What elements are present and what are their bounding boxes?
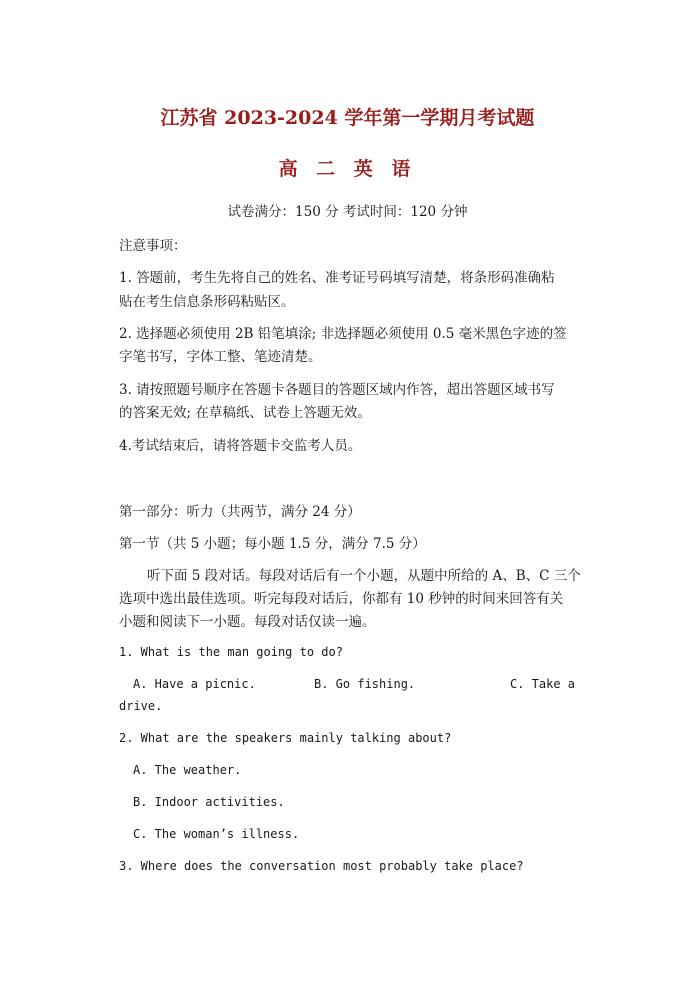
question-1-stem: 1. What is the man going to do? [119,645,343,659]
note-1-line-2: 贴在考生信息条形码粘贴区。 [119,294,295,310]
question-2-stem: 2. What are the speakers mainly talking about? [119,731,452,745]
exam-info: 试卷满分：150 分 考试时间：120 分钟 [227,204,468,220]
note-2-line-1: 2. 选择题必须使用 2B 铅笔填涂; 非选择题必须使用 0.5 毫米黑色字迹的签 [119,326,567,342]
note-3-line-1: 3. 请按照题号顺序在答题卡各题目的答题区域内作答，超出答题区域书写 [119,382,555,398]
exam-title: 江苏省 2023-2024 学年第一学期月考试题 [160,107,535,129]
exam-subject: 高 二 英 语 [278,158,417,180]
notes-heading: 注意事项： [119,238,187,254]
instructions-line-2: 选项中选出最佳选项。听完每段对话后，你都有 10 秒钟的时间来回答有关 [119,591,564,607]
section1-heading: 第一节（共 5 小题；每小题 1.5 分，满分 7.5 分） [119,536,426,552]
q1-option-c-wrap: drive. [119,699,163,713]
q1-option-b: B. Go fishing. [314,677,416,691]
q2-option-c: C. The woman’s illness. [133,827,300,841]
instructions-line-1: 听下面 5 段对话。每段对话后有一个小题，从题中所给的 A、B、C 三个 [147,568,581,584]
note-1-line-1: 1. 答题前，考生先将自己的姓名、准考证号码填写清楚，将条形码准确粘 [119,270,555,286]
question-3-stem: 3. Where does the conversation most probably take place? [119,859,524,873]
q2-option-b: B. Indoor activities. [133,795,285,809]
note-4-line-1: 4.考试结束后，请将答题卡交监考人员。 [119,438,362,454]
q2-option-a: A. The weather. [133,763,242,777]
q1-option-a: A. Have a picnic. [133,677,256,691]
instructions-line-3: 小题和阅读下一小题。每段对话仅读一遍。 [119,614,376,630]
part1-heading: 第一部分：听力（共两节，满分 24 分） [119,504,361,520]
note-3-line-2: 的答案无效; 在草稿纸、试卷上答题无效。 [119,405,371,421]
q1-option-c: C. Take a [510,677,576,691]
note-2-line-2: 字笔书写，字体工整、笔迹清楚。 [119,349,322,365]
